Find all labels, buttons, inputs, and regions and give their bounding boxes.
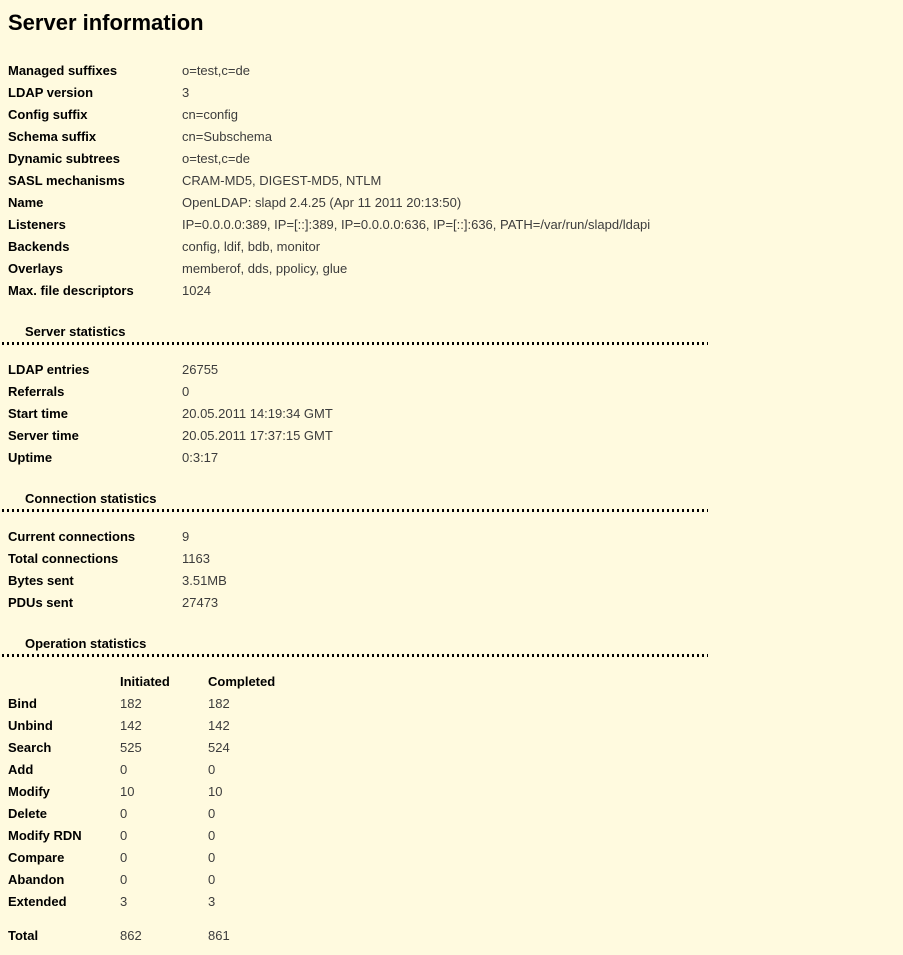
stat-value: 9 (182, 529, 190, 544)
stat-row (8, 570, 895, 592)
info-value: config, ldif, bdb, monitor (182, 239, 321, 254)
info-label: LDAP version (8, 85, 94, 100)
operation-initiated: 0 (120, 806, 128, 821)
operation-label: Extended (8, 894, 67, 909)
stat-label: Bytes sent (8, 573, 74, 588)
stat-row (8, 425, 895, 447)
operation-label: Unbind (8, 718, 53, 733)
operation-label: Bind (8, 696, 37, 711)
info-row (8, 214, 895, 236)
info-row (8, 82, 895, 104)
stat-value: 3.51MB (182, 573, 227, 588)
operation-row (8, 847, 895, 869)
operation-initiated: 10 (120, 784, 135, 799)
operation-row (8, 715, 895, 737)
operation-completed: 0 (208, 806, 216, 821)
column-header-completed: Completed (208, 674, 276, 689)
operation-completed: 0 (208, 872, 216, 887)
operation-row (8, 869, 895, 891)
stat-label: Uptime (8, 450, 53, 465)
column-header-initiated: Initiated (120, 674, 170, 689)
operation-initiated: 0 (120, 872, 128, 887)
info-row (8, 126, 895, 148)
info-value: IP=0.0.0.0:389, IP=[::]:389, IP=0.0.0.0:636, IP=[::]:636, PATH=/var/run/slapd/ldapi (182, 217, 651, 232)
server-statistics-section (8, 324, 895, 469)
info-value: 3 (182, 85, 190, 100)
section-divider (2, 654, 708, 657)
operation-label: Abandon (8, 872, 65, 887)
page-title: Server information (8, 10, 204, 35)
info-row (8, 60, 895, 82)
stat-label: Server time (8, 428, 79, 443)
info-row (8, 236, 895, 258)
info-label: Max. file descriptors (8, 283, 134, 298)
info-label: Listeners (8, 217, 66, 232)
operation-label: Search (8, 740, 52, 755)
info-value: o=test,c=de (182, 151, 250, 166)
operation-completed: 524 (208, 740, 230, 755)
operation-header-spacer (8, 671, 120, 693)
stat-label: PDUs sent (8, 595, 74, 610)
stat-label: Total connections (8, 551, 119, 566)
section-title-operation-statistics: Operation statistics (25, 636, 147, 651)
operation-label: Compare (8, 850, 65, 865)
section-divider (2, 509, 708, 512)
stat-label: Start time (8, 406, 68, 421)
operation-initiated: 0 (120, 828, 128, 843)
stat-value: 1163 (182, 551, 210, 566)
operation-completed: 10 (208, 784, 223, 799)
info-value: 1024 (182, 283, 211, 298)
operation-initiated: 182 (120, 696, 142, 711)
operation-completed: 0 (208, 762, 216, 777)
operation-label: Add (8, 762, 34, 777)
connection-statistics-section (8, 491, 895, 614)
operation-row (8, 803, 895, 825)
info-row (8, 192, 895, 214)
stat-value: 26755 (182, 362, 219, 377)
operation-initiated: 3 (120, 894, 128, 909)
operation-initiated: 525 (120, 740, 142, 755)
operation-row (8, 781, 895, 803)
info-row (8, 148, 895, 170)
stat-row (8, 548, 895, 570)
info-label: SASL mechanisms (8, 173, 125, 188)
info-label: Overlays (8, 261, 63, 276)
info-value: OpenLDAP: slapd 2.4.25 (Apr 11 2011 20:13:50) (182, 195, 462, 210)
operation-completed: 0 (208, 828, 216, 843)
stat-row (8, 592, 895, 614)
stat-row (8, 447, 895, 469)
operation-total-row (8, 925, 895, 947)
stat-value: 20.05.2011 17:37:15 GMT (182, 428, 333, 443)
operation-total-completed: 861 (208, 928, 230, 943)
info-label: Backends (8, 239, 70, 254)
operation-initiated: 0 (120, 850, 128, 865)
operation-row (8, 759, 895, 781)
operation-row (8, 891, 895, 913)
stat-label: LDAP entries (8, 362, 90, 377)
operation-initiated: 0 (120, 762, 128, 777)
operation-completed: 3 (208, 894, 216, 909)
info-row (8, 170, 895, 192)
operation-row (8, 737, 895, 759)
stat-label: Referrals (8, 384, 65, 399)
info-label: Name (8, 195, 44, 210)
info-row (8, 280, 895, 302)
section-title-server-statistics: Server statistics (25, 324, 126, 339)
info-label: Schema suffix (8, 129, 97, 144)
info-value: o=test,c=de (182, 63, 250, 78)
section-divider (2, 342, 708, 345)
info-row (8, 104, 895, 126)
section-title-connection-statistics: Connection statistics (25, 491, 157, 506)
operation-row (8, 825, 895, 847)
stat-row (8, 403, 895, 425)
info-row (8, 258, 895, 280)
stat-label: Current connections (8, 529, 136, 544)
stat-value: 20.05.2011 14:19:34 GMT (182, 406, 333, 421)
info-value: CRAM-MD5, DIGEST-MD5, NTLM (182, 173, 382, 188)
operation-label: Delete (8, 806, 48, 821)
info-value: cn=Subschema (182, 129, 272, 144)
stat-value: 0 (182, 384, 190, 399)
operation-statistics-section (8, 636, 895, 947)
operation-table-header (8, 671, 895, 693)
server-info-list (8, 60, 895, 302)
stat-row (8, 359, 895, 381)
operation-completed: 182 (208, 696, 230, 711)
info-label: Dynamic subtrees (8, 151, 120, 166)
operation-total-label: Total (8, 928, 39, 943)
info-value: cn=config (182, 107, 239, 122)
stat-row (8, 381, 895, 403)
stat-value: 0:3:17 (182, 450, 219, 465)
operation-label: Modify (8, 784, 50, 799)
info-value: memberof, dds, ppolicy, glue (182, 261, 348, 276)
info-label: Managed suffixes (8, 63, 118, 78)
stat-row (8, 526, 895, 548)
operation-completed: 142 (208, 718, 230, 733)
operation-initiated: 142 (120, 718, 142, 733)
operation-total-initiated: 862 (120, 928, 142, 943)
stat-value: 27473 (182, 595, 219, 610)
operation-label: Modify RDN (8, 828, 82, 843)
info-label: Config suffix (8, 107, 88, 122)
operation-completed: 0 (208, 850, 216, 865)
operation-row (8, 693, 895, 715)
